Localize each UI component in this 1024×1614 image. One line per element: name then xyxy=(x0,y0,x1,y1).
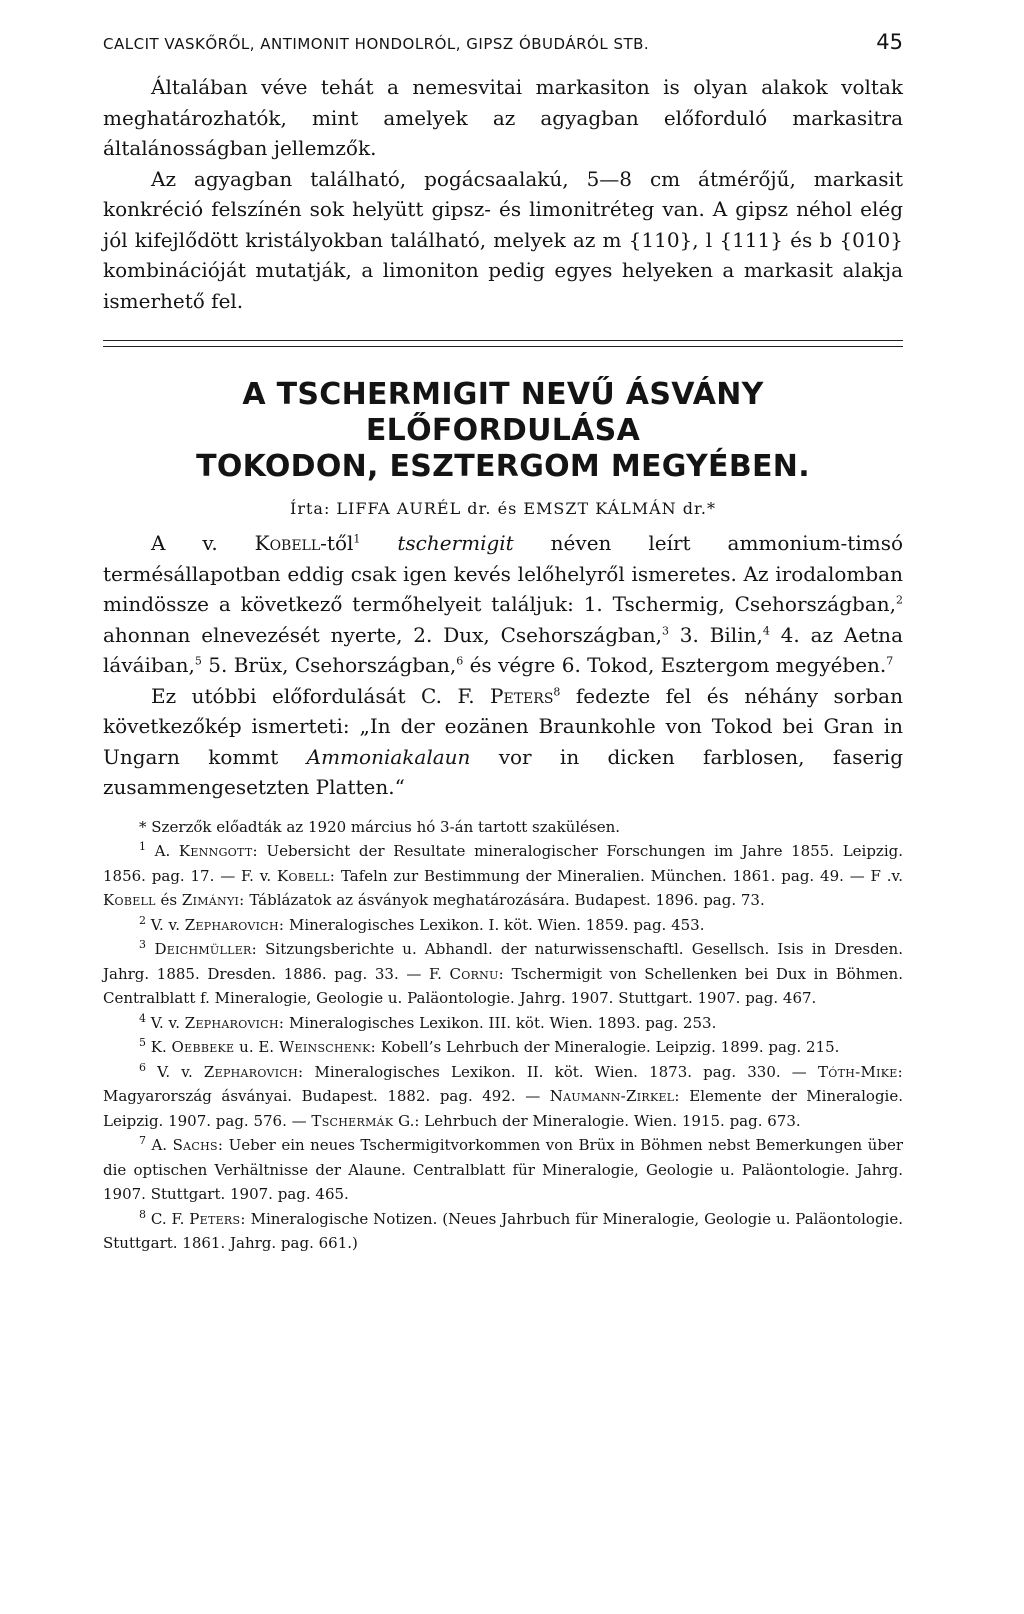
section-divider xyxy=(103,340,903,347)
text-run: Magyarország ásványai. Budapest. 1882. pag. 492. — xyxy=(103,1087,550,1105)
text-run: V. v. xyxy=(146,1062,204,1081)
author-name: Deichmüller: xyxy=(146,940,257,958)
footnote-3 xyxy=(103,937,903,1011)
text-run: Mineralogisches Lexikon. II. köt. Wien. 1873. pag. 330. — xyxy=(303,1062,818,1081)
mineral-term: tschermigit xyxy=(397,531,514,555)
mineral-term: Ammoniakalaun xyxy=(306,744,471,769)
footnote-1 xyxy=(103,839,903,913)
text-run: Uebersicht der Resultate mineralogischer Forschungen im Jahre 1855. Leipzig. 1856. pag. 17. — F. v. xyxy=(103,842,904,885)
author-name: Zimányi: xyxy=(181,891,245,909)
footnote-mark: 7 xyxy=(139,1134,146,1147)
author-name: Zepharovich: xyxy=(184,1013,285,1032)
author-name: Weinschenk: xyxy=(278,1038,377,1056)
text-run: Tschermigit von Schellenken bei Dux in Böhmen. Centralblatt f. Mineralogie, Geologie u. Paläontologie. Jahrg. 1907. Stuttgart. 1907. pag. 467. xyxy=(103,964,903,1007)
footnote-ref: 5 xyxy=(194,654,202,668)
author-name: Naumann-Zirkel: xyxy=(549,1087,680,1105)
author-name: Zepharovich: xyxy=(203,1062,304,1081)
author-name: Sachs: xyxy=(172,1136,224,1154)
text-run: G.: Lehrbuch der Mineralogie. Wien. 1915. pag. 673. xyxy=(393,1111,801,1130)
text-run: A v. xyxy=(151,531,255,555)
text-run: u. E. xyxy=(234,1038,279,1056)
author-name: Tschermák xyxy=(311,1111,394,1130)
text-run: Sitzungsberichte u. Abhandl. der naturwissenschaftl. Gesellsch. Isis in Dresden. Jahrg. 1885. Dresden. 1886. pag. 33. — F. xyxy=(103,940,903,983)
text-run: A. xyxy=(146,1136,173,1154)
footnote-ref: 2 xyxy=(896,593,903,607)
article-title xyxy=(103,377,903,485)
text-run: 3. Bilin, xyxy=(668,622,763,647)
footnote-ref: 4 xyxy=(762,623,770,637)
intro-paragraph-2: Az agyagban található, pogácsaalakú, 5—8 cm átmérőjű, markasit konkréció felszínén sok helyütt gipsz- és limonitréteg van. A gipsz néhol elég jól kifejlődött kristályokban található, melyek az m {110}, l {111} és b {010} kombinációját mutatják, a limoniton pedig egyes helyeken a markasit alakja ismerhető fel. xyxy=(103,166,903,313)
text-run: vor in dicken farblosen, faserig zusammengesetzten Platten.“ xyxy=(103,744,904,799)
text-run: Mineralogisches Lexikon. III. köt. Wien. 1893. pag. 253. xyxy=(284,1013,717,1032)
text-run: V. v. xyxy=(146,915,185,934)
text-run: Táblázatok az ásványok meghatározására. Budapest. 1896. pag. 73. xyxy=(244,891,765,909)
author-name: Kobell xyxy=(254,531,321,555)
author-name: Zepharovich: xyxy=(184,915,285,934)
text-run: fedezte fel és néhány sorban következőkép ismerteti: „In der eozänen Braunkohle von Tokod bei Gran in Ungarn kommt xyxy=(103,683,903,769)
footnotes xyxy=(103,815,903,1256)
author-name: Cornu: xyxy=(449,964,505,983)
text-run: Ez utóbbi előfordulását C. F. xyxy=(151,683,491,708)
footnote-ref: 3 xyxy=(661,623,669,637)
text-run: ahonnan elnevezését nyerte, 2. Dux, Csehországban, xyxy=(103,622,662,647)
author-name: Tóth-Mike: xyxy=(817,1062,903,1081)
footnote-4 xyxy=(103,1011,903,1036)
text-run: és végre 6. Tokod, Esztergom megyében. xyxy=(463,653,887,677)
footnote-mark: 1 xyxy=(139,840,146,853)
page xyxy=(103,22,903,1256)
text-run: Mineralogische Notizen. (Neues Jahrbuch für Mineralogie, Geologie u. Paläontologie. Stuttgart. 1861. Jahrg. pag. 661.) xyxy=(103,1209,904,1252)
text-run: V. v. xyxy=(146,1013,185,1032)
author-name: Peters: xyxy=(189,1209,246,1228)
text-run: Mineralogisches Lexikon. I. köt. Wien. 1859. pag. 453. xyxy=(284,915,705,934)
text-run: C. F. xyxy=(146,1209,190,1228)
author-name: Kobell xyxy=(103,891,156,909)
footnote-ref: 6 xyxy=(456,654,464,668)
intro-paragraph-1: Általában véve tehát a nemesvitai markasiton is olyan alakok voltak meghatározhatók, mint amelyek az agyagban előforduló markasitra általánosságban jellemzők. xyxy=(103,75,903,160)
text-run: K. xyxy=(146,1038,172,1056)
text-run: Elemente der Mineralogie. Leipzig. 1907. pag. 576. — xyxy=(103,1087,903,1130)
footnote-mark: 4 xyxy=(139,1011,146,1025)
text-run: Kobell’s Lehrbuch der Mineralogie. Leipzig. 1899. pag. 215. xyxy=(376,1038,840,1056)
footnote-8 xyxy=(103,1207,903,1256)
footnote-mark: 5 xyxy=(139,1036,146,1049)
article-title-line-2: TOKODON, ESZTERGOM MEGYÉBEN. xyxy=(196,449,810,484)
author-name: Oebbeke xyxy=(171,1038,235,1056)
footnote-5 xyxy=(103,1035,903,1060)
text-run: -től xyxy=(320,531,354,555)
footnote-6 xyxy=(103,1060,903,1134)
footnote-ref: 8 xyxy=(553,684,561,698)
text-run: és xyxy=(155,891,182,909)
text-run: 4. az Aetna láváiban, xyxy=(103,622,903,677)
footnote-star: * Szerzők előadták az 1920 március hó 3-án tartott szakülésen. xyxy=(139,817,621,836)
byline: Írta: LIFFA AURÉL dr. és EMSZT KÁLMÁN dr.* xyxy=(290,499,716,518)
running-head xyxy=(103,22,903,62)
body-paragraph-1 xyxy=(103,528,903,681)
footnote-2 xyxy=(103,913,903,938)
footnote-7 xyxy=(103,1133,903,1207)
text-run: A. xyxy=(146,842,179,860)
text-run: néven leírt ammonium-timsó termésállapotban eddig csak igen kevés lelőhelyről ismeretes. Az irodalomban mindössze a következő termőhelyeit találjuk: 1. Tschermig, Csehországban, xyxy=(103,531,904,616)
footnote-mark: 2 xyxy=(139,913,146,927)
footnote-mark: 8 xyxy=(139,1207,146,1221)
article-title-line-1: A TSCHERMIGIT NEVŰ ÁSVÁNY ELŐFORDULÁSA xyxy=(242,377,764,448)
footnote-ref: 1 xyxy=(353,532,361,546)
running-head-title: CALCIT VASKŐRŐL, ANTIMONIT HONDOLRÓL, GIPSZ ÓBUDÁRÓL STB. xyxy=(103,35,650,53)
text-run: 5. Brüx, Csehországban, xyxy=(201,653,457,677)
author-name: Peters xyxy=(490,683,554,708)
author-name: Kobell: xyxy=(277,866,336,885)
text-run: Tafeln zur Bestimmung der Mineralien. München. 1861. pag. 49. — F .v. xyxy=(335,866,904,885)
footnote-ref: 7 xyxy=(886,654,894,668)
footnote-mark: 3 xyxy=(139,938,146,951)
page-number: 45 xyxy=(876,30,903,54)
text-run: Ueber ein neues Tschermigitvorkommen von Brüx in Böhmen nebst Bemerkungen über die optischen Verhältnisse der Alaune. Centralblatt für Mineralogie, Geologie u. Paläontologie. Jahrg. 1907. Stuttgart. 1907. pag. 465. xyxy=(103,1136,903,1203)
footnote-mark: 6 xyxy=(139,1060,146,1074)
body-paragraph-2 xyxy=(103,681,903,803)
author-name: Kenngott: xyxy=(178,842,258,860)
